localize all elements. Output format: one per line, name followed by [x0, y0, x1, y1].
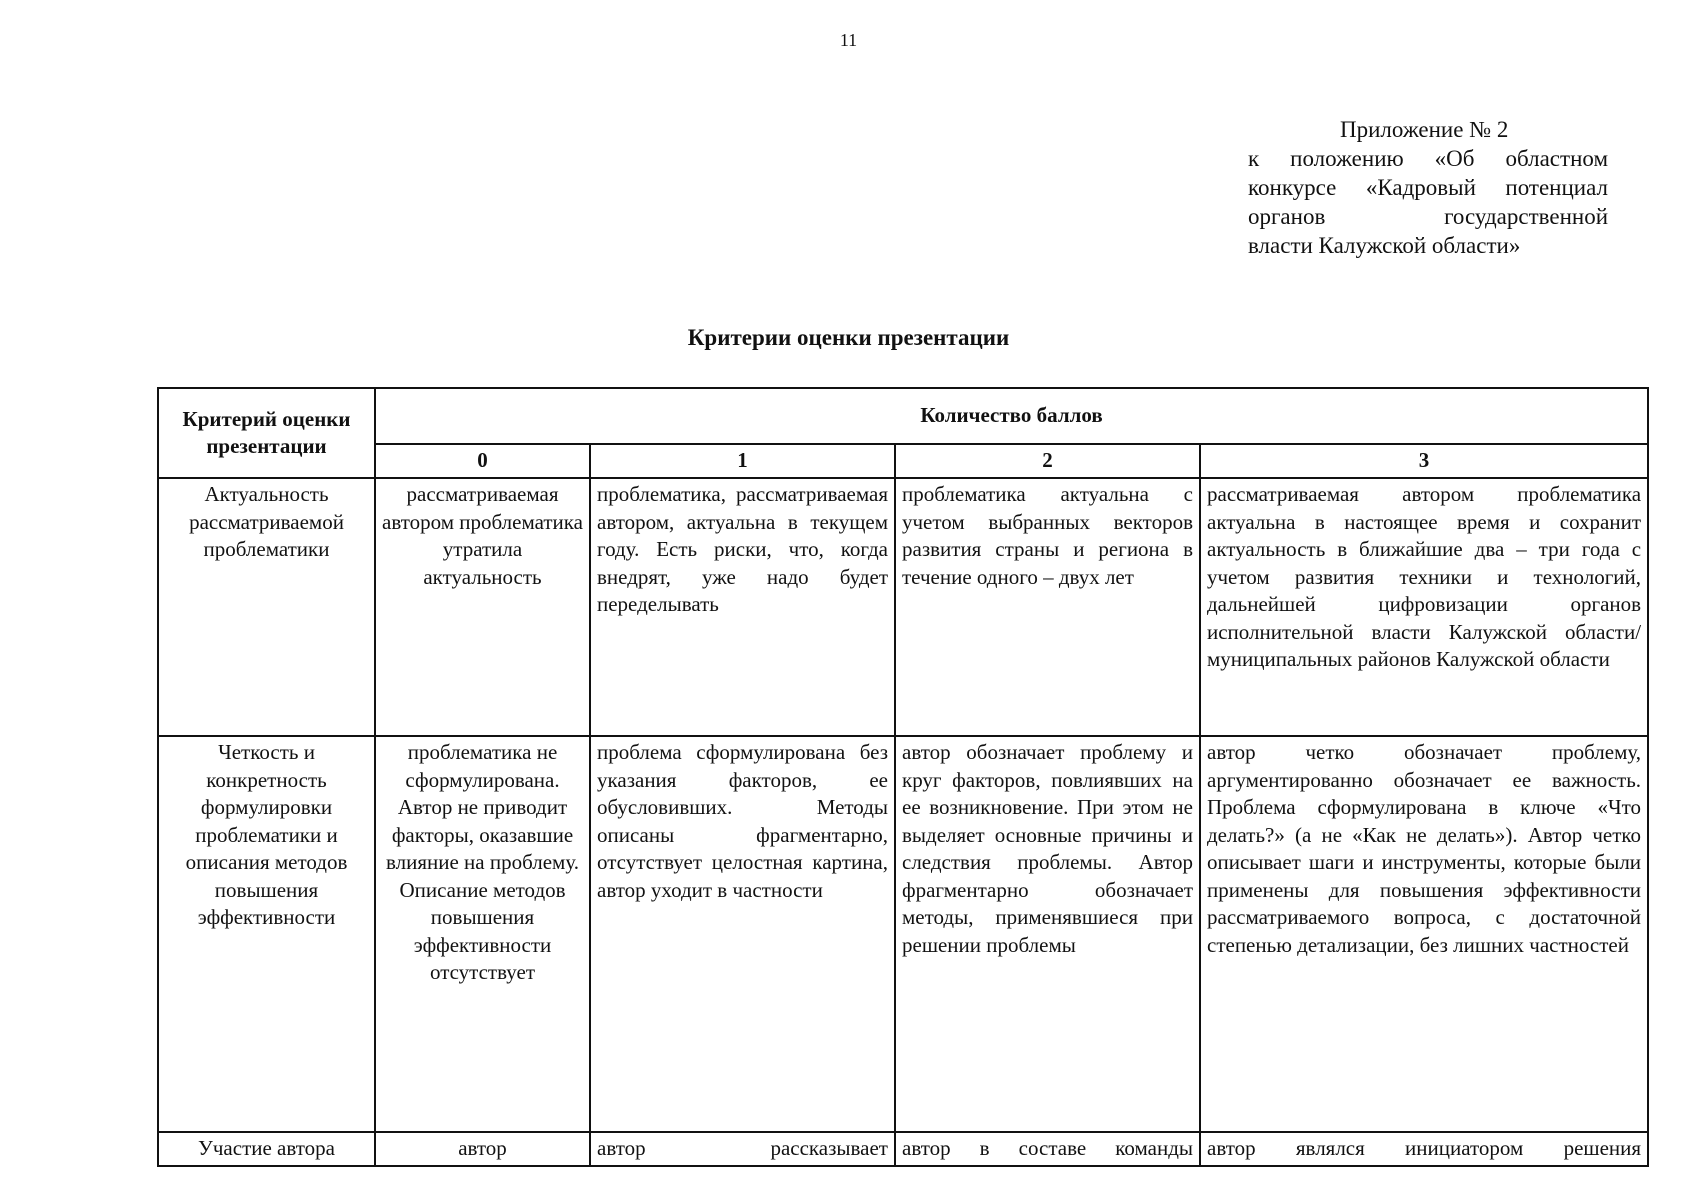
row-cell: автор [375, 1132, 590, 1166]
row-cell: рассматриваемая автором проблематика актуальна в настоящее время и сохранит актуальность в ближайшие два – три года с учетом развития техники и технологий, дальнейшей цифровизации органов исполнительной власти Калужской области/ муниципальных районов Калужской области [1200, 478, 1648, 736]
row-criterion: Актуальность рассматриваемой проблематики [158, 478, 375, 736]
table-score-row [158, 444, 1648, 478]
row-cell: рассматриваемая автором проблематика утратила актуальность [375, 478, 590, 736]
score-2: 2 [895, 444, 1200, 478]
appendix-line: конкурсе «Кадровый потенциал [1248, 175, 1608, 200]
row-cell: проблематика не сформулирована. Автор не приводит факторы, оказавшие влияние на проблему. Описание методов повышения эффективности отсутствует [375, 736, 590, 1132]
criteria-table [157, 387, 1649, 1167]
appendix-note [1248, 115, 1608, 260]
row-cell: автор рассказывает [590, 1132, 895, 1166]
header-points: Количество баллов [375, 388, 1648, 444]
page-title: Критерии оценки презентации [687, 325, 1010, 350]
row-cell: автор являлся инициатором решения [1200, 1132, 1648, 1166]
score-3: 3 [1200, 444, 1648, 478]
row-cell: автор в составе команды [895, 1132, 1200, 1166]
score-0: 0 [375, 444, 590, 478]
table-row [158, 1132, 1648, 1166]
row-cell: автор четко обозначает проблему, аргументированно обозначает ее важность. Проблема сформулирована в ключе «Что делать?» (а не «Как не делать»). Автор четко описывает шаги и инструменты, которые были применены для повышения эффективности рассматриваемого вопроса, с достаточной степенью детализации, без лишних частностей [1200, 736, 1648, 1132]
row-cell: проблема сформулирована без указания факторов, ее обусловивших. Методы описаны фрагментарно, отсутствует целостная картина, автор уходит в частности [590, 736, 895, 1132]
row-criterion: Участие автора [158, 1132, 375, 1166]
appendix-line: к положению «Об областном [1248, 146, 1608, 171]
appendix-line: Приложение № 2 [1340, 117, 1509, 142]
row-cell: проблематика, рассматриваемая автором, актуальна в текущем году. Есть риски, что, когда внедрят, уже надо будет переделывать [590, 478, 895, 736]
header-criterion: Критерий оценки презентации [158, 388, 375, 478]
row-cell: проблематика актуальна с учетом выбранных векторов развития страны и региона в течение одного – двух лет [895, 478, 1200, 736]
row-cell: автор обозначает проблему и круг факторов, повлиявших на ее возникновение. При этом не выделяет основные причины и следствия проблемы. Автор фрагментарно обозначает методы, применявшиеся при решении проблемы [895, 736, 1200, 1132]
appendix-line: власти Калужской области» [1248, 233, 1521, 258]
row-criterion: Четкость и конкретность формулировки проблематики и описания методов повышения эффективности [158, 736, 375, 1132]
appendix-line: органов государственной [1248, 204, 1608, 229]
score-1: 1 [590, 444, 895, 478]
table-row [158, 478, 1648, 736]
table-header-row [158, 388, 1648, 444]
table-row [158, 736, 1648, 1132]
page-number: 11 [839, 30, 858, 50]
